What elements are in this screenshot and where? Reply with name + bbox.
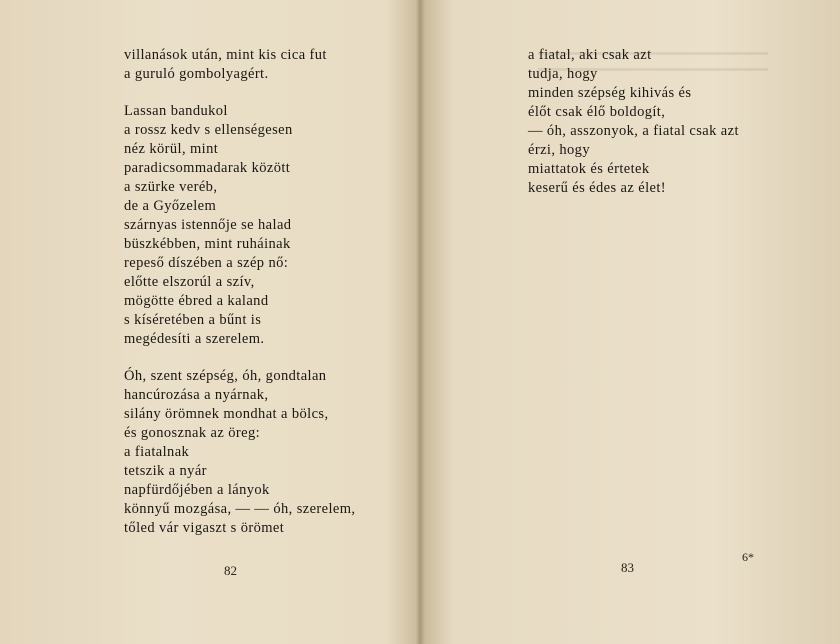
text-line: keserű és édes az élet! [528,180,667,196]
text-line: a fiatal, aki csak azt [528,47,652,63]
text-line: szárnyas istennője se halad [124,217,292,233]
left-page-text [124,46,355,538]
text-line: büszkébben, mint ruháinak [124,236,291,252]
text-line: néz körül, mint [124,141,219,157]
page-number: 83 [621,560,634,575]
text-line: megédesíti a szerelem. [124,331,265,347]
text-line: és gonosznak az öreg: [124,425,261,441]
text-line: repeső díszében a szép nő: [124,255,289,271]
stanza-break [124,349,355,367]
right-page-text [528,46,739,198]
left-page [0,0,415,644]
text-line: tőled vár vigaszt s örömet [124,520,285,536]
text-line: érzi, hogy [528,142,590,158]
signature-mark: 6* [742,550,754,564]
text-line: miattatok és értetek [528,161,650,177]
text-line: Lassan bandukol [124,103,228,119]
text-line: élőt csak élő boldogít, [528,104,666,120]
page-number: 82 [224,563,237,578]
text-line: de a Győzelem [124,198,217,214]
right-page [420,0,840,644]
text-line: Óh, szent szépség, óh, gondtalan [124,368,327,384]
text-line: napfürdőjében a lányok [124,482,270,498]
text-line: minden szépség kihivás és [528,85,692,101]
text-line: tetszik a nyár [124,463,207,479]
text-line: a fiatalnak [124,444,190,460]
text-line: előtte elszorúl a szív, [124,274,255,290]
text-line: s kíséretében a bűnt is [124,312,262,328]
text-line: a rossz kedv s ellenségesen [124,122,293,138]
text-line: a guruló gombolyagért. [124,66,269,82]
text-line: a szürke veréb, [124,179,218,195]
text-line: mögötte ébred a kaland [124,293,269,309]
text-line: — óh, asszonyok, a fiatal csak azt [528,123,739,139]
text-line: tudja, hogy [528,66,598,82]
stanza-break [124,84,355,102]
text-line: silány örömnek mondhat a bölcs, [124,406,329,422]
text-line: hancúrozása a nyárnak, [124,387,269,403]
text-line: könnyű mozgása, — — óh, szerelem, [124,501,356,517]
text-line: paradicsommadarak között [124,160,291,176]
text-line: villanások után, mint kis cica fut [124,47,327,63]
